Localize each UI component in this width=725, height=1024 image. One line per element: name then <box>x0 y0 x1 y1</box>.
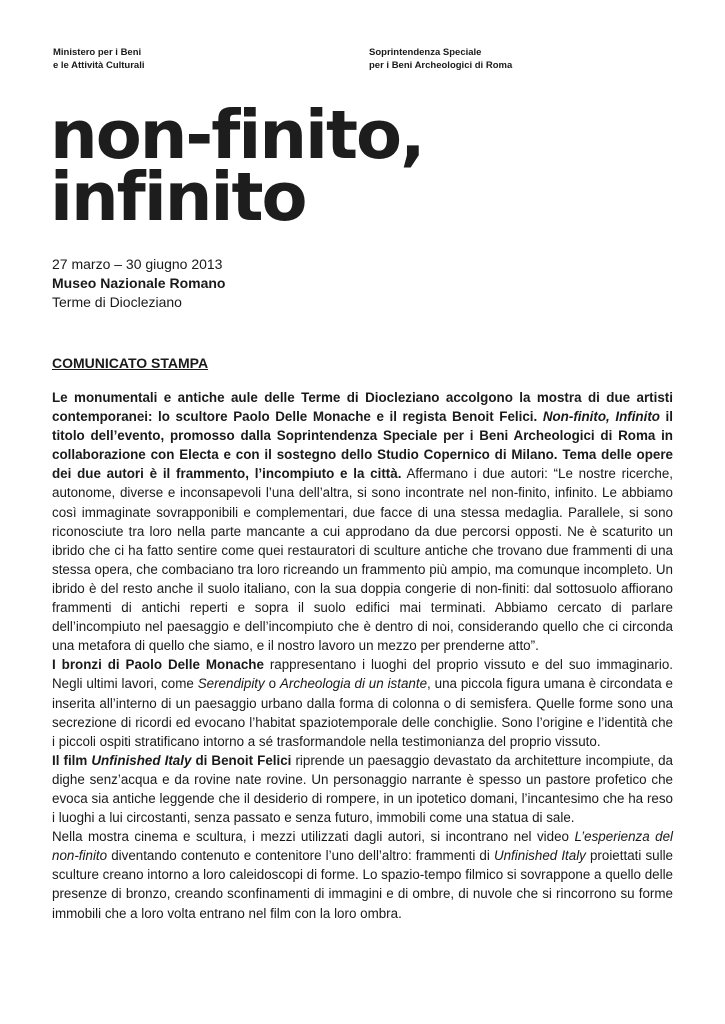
text-run: proiettati sulle sculture creano intorno a loro caleidoscopi di forme. Lo spazio-tempo filmico si sovrappone a quello delle presenze di bronzo, creando sconfinamenti di immagini e di ombre, di nuvole che si rincorrono su forme immobili che a loro volta entrano nel film con la loro ombra. <box>52 848 673 921</box>
exhibition-title <box>50 96 424 236</box>
title-line: non-finito, <box>50 96 424 174</box>
text-run: Nella mostra cinema e scultura, i mezzi utilizzati dagli autori, si incontrano nel video <box>52 829 575 845</box>
text-run: il titolo dell’evento, promosso dalla Soprintendenza Speciale per i Beni Archeologici di Roma in collaborazione con Electa e con il sostegno dello Studio Copernico di Milano. Tema delle opere dei due autori è il frammento, l’incompiuto e la città. <box>52 409 673 482</box>
header-soprintendenza <box>369 47 512 72</box>
text-run: rappresentano i luoghi del proprio vissuto e del suo immaginario. Negli ultimi lavori, come <box>52 657 673 692</box>
body-paragraph <box>52 388 673 655</box>
press-release-body <box>52 388 673 923</box>
text-run: diventando contenuto e contenitore l’uno dell’altro: frammenti di <box>107 848 494 864</box>
event-info <box>52 255 225 312</box>
header-ministry <box>53 47 145 72</box>
event-dates: 27 marzo – 30 giugno 2013 <box>52 256 223 272</box>
header-ministry-line: Ministero per i Beni <box>53 47 142 58</box>
header-soprintendenza-line: per i Beni Archeologici di Roma <box>369 59 513 71</box>
text-run: Il film <box>52 752 92 768</box>
text-run: riprende un paesaggio devastato da architetture incompiute, da dighe senz’acqua e da rovine nate rovine. Un personaggio narrante è spesso un pastore profetico che evoca sia antiche leggende che il desiderio di rompere, in un ipotetico domani, l’incantesimo che ha reso i luoghi a lui circostanti, senza passato e senza futuro, immobili come una statua di sale. <box>52 752 673 826</box>
text-run: di Benoit Felici <box>191 752 292 768</box>
body-paragraph <box>52 827 673 922</box>
section-title: COMUNICATO STAMPA <box>52 355 209 371</box>
text-run: Le monumentali e antiche aule delle Terme di Diocleziano accolgono la mostra di due artisti contemporanei: lo scultore Paolo Delle Monache e il regista Benoit Felici. <box>52 390 673 425</box>
text-run: Unfinished Italy <box>493 848 586 864</box>
event-venue: Museo Nazionale Romano <box>52 275 226 291</box>
text-run: o <box>264 676 280 692</box>
text-run: Archeologia di un istante <box>279 676 428 692</box>
text-run: Non-finito, Infinito <box>542 409 660 425</box>
text-run: L’esperienza del non-finito <box>52 829 674 864</box>
text-run: Affermano i due autori: “Le nostre ricerche, autonome, diverse e inconsapevoli l’una dell’altra, si sono incontrate nel non-finito, infinito. Le abbiamo così immaginate sovrapponibili e complementari, due facce di una stessa medaglia. Parallele, si sono riconosciute tra loro nella parte mancante a cui approdano da due percorsi opposti. Ne è scaturito un ibrido che ci ha fatto sentire come quei restauratori di sculture antiche che trovano due frammenti di una stessa opera, che combaciano tra loro ricreando un frammento più ampio, ma comunque incompleto. Un ibrido è del resto anche il suolo italiano, con la sua doppia congerie di non-finiti: dal sottosuolo affiorano frammenti di antichi reperti e sopra il suolo edifici mai terminati. Abbiamo cercato di parlare dell’incompiuto nel paesaggio e dell’incompiuto che è dentro di noi, considerando quello che ci circonda una metafora di quello che siamo, e il nostro lavoro un mezzo per prenderne atto”. <box>52 466 673 654</box>
event-location: Terme di Diocleziano <box>52 294 182 310</box>
header-soprintendenza-line: Soprintendenza Speciale <box>369 47 482 58</box>
body-paragraph <box>52 751 673 827</box>
text-run: , una piccola figura umana è circondata e inserita all’interno di un paesaggio urbano dalla forma di colonna o di semisfera. Quelle forme sono una secrezione di ricordi ed evocano l’habitat spaziotemporale delle conchiglie. Sono l’origine e l’identità che i piccoli ospiti stratificano intorno a sé trasformandole nella testimonianza del proprio vissuto. <box>52 676 673 749</box>
header-ministry-line: e le Attività Culturali <box>53 59 145 71</box>
text-run: I bronzi di Paolo Delle Monache <box>52 657 264 673</box>
text-run: Unfinished Italy <box>91 752 192 768</box>
body-paragraph <box>52 655 673 750</box>
title-line: infinito <box>50 158 306 236</box>
text-run: Serendipity <box>197 676 265 692</box>
